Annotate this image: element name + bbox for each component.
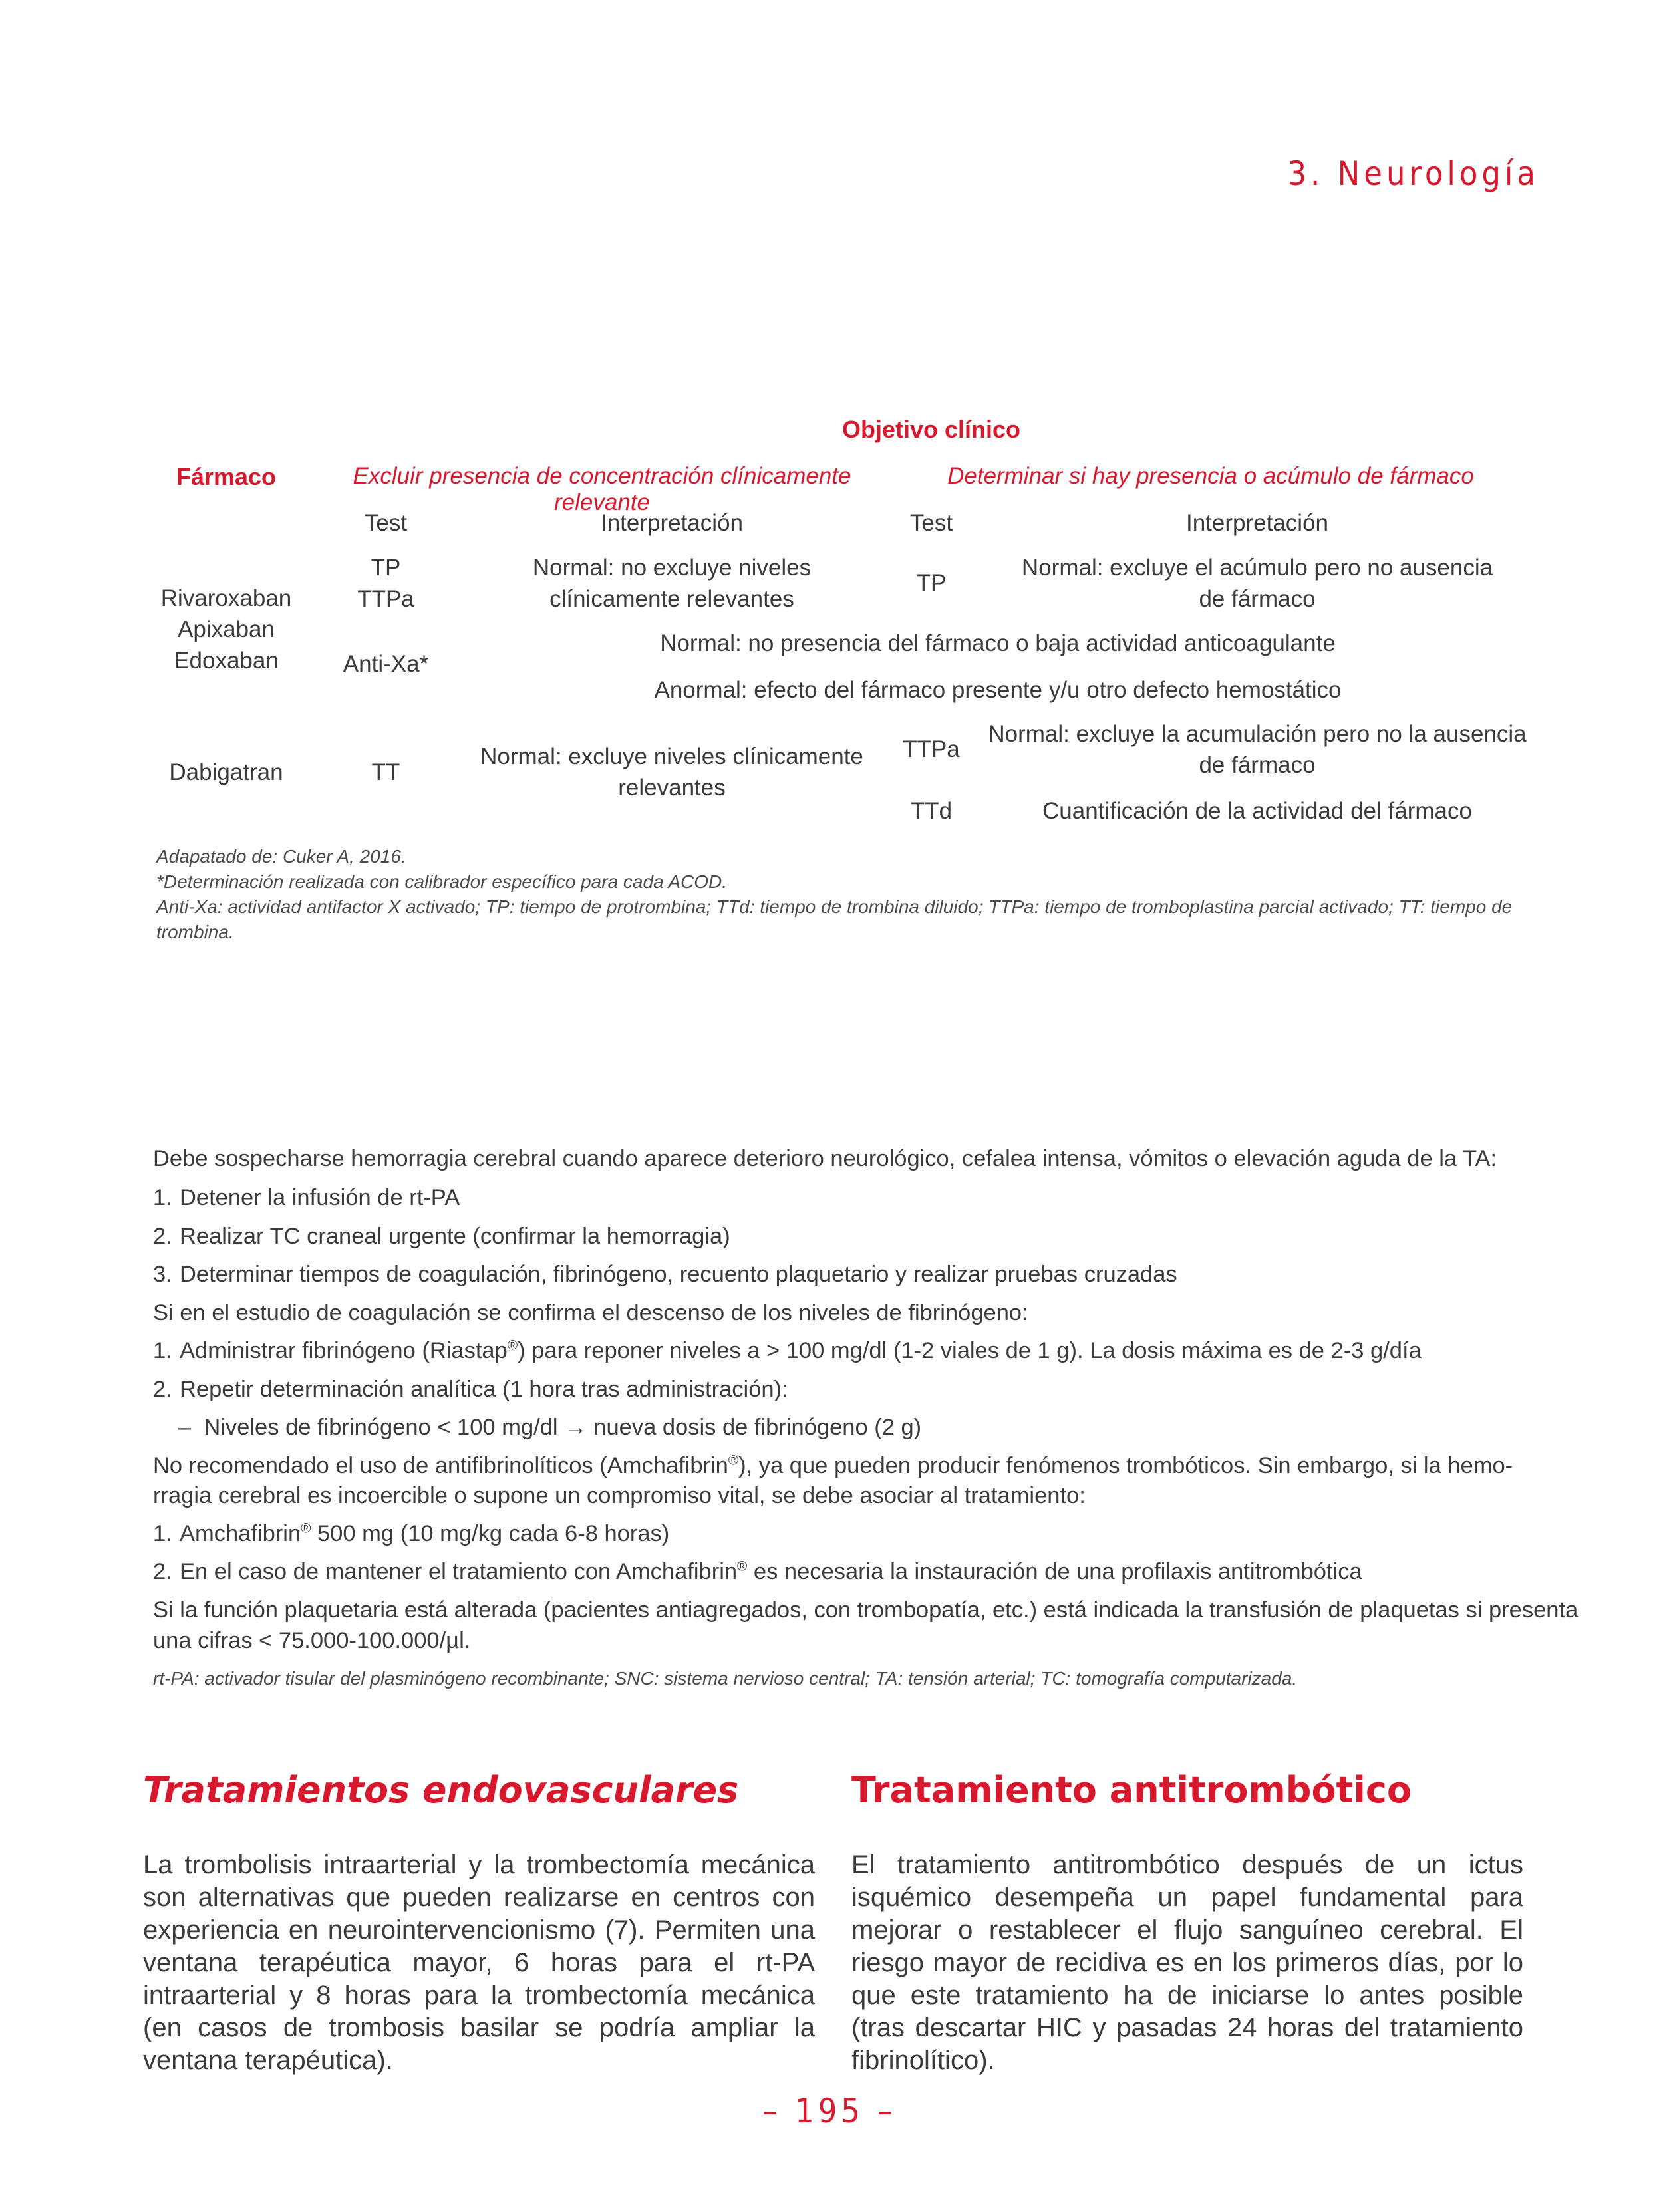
protocol-intro: Debe sospecharse hemorragia cerebral cuando aparece deterioro neurológico, cefalea intensa, vómitos o elevación aguda de la TA:	[153, 1146, 1497, 1171]
test-name: TTPa	[357, 586, 414, 612]
list-item: 2. En el caso de mantener el tratamiento con Amchafibrin® es necesaria la instauración de una profilaxis antitrombótica	[153, 1558, 1362, 1584]
table-note-abbrev: Anti-Xa: actividad antifactor X activado; TP: tiempo de protrombina; TTd: tiempo de trombina diluido; TTPa: tiempo de tromboplastina parcial activado; TT: tiempo de	[156, 897, 1513, 917]
interp-line: clínicamente relevantes	[549, 586, 794, 612]
test-name: TP	[371, 555, 401, 581]
table-cell-test	[319, 552, 452, 615]
interp-line: relevantes	[618, 775, 726, 801]
drug-name: Apixaban	[178, 617, 275, 642]
chapter-header: 3. Neurología	[1287, 154, 1539, 193]
table-subheader-interp-2: Interpretación	[1185, 510, 1329, 536]
drug-name: Edoxaban	[174, 648, 279, 674]
list-item: 2. Repetir determinación analítica (1 hora tras administración):	[153, 1377, 788, 1402]
table-note-asterisk: *Determinación realizada con calibrador específico para cada ACOD.	[156, 871, 728, 892]
table-note-source: Adapatado de: Cuker A, 2016.	[156, 846, 406, 867]
table-cell-interp: Cuantificación de la actividad del fármaco	[1042, 798, 1472, 824]
table-cell-interp	[998, 552, 1517, 615]
page-number: – 195 –	[762, 2092, 897, 2130]
table-group-exclude: Excluir presencia de concentración clínicamente relevante	[353, 463, 851, 515]
section-text-endovascular: La trombolisis intraarterial y la trombectomía mecánica son alternativas que pueden realizarse en centros con experiencia en neurointervencionismo (7). Permiten una ventana terapéutica mayor, 6 horas para el rt-PA intraarterial y 8 horas para la trombectomía mecánica (en casos de trombosis basilar se podría ampliar la ventana terapéutica).	[143, 1850, 815, 2075]
table-group-determine: Determinar si hay presencia o acúmulo de fármaco	[947, 463, 1474, 489]
antifibrinolytic-note-cont: rragia cerebral es incoercible o supone un compromiso vital, se debe asociar al tratamiento:	[153, 1483, 1086, 1508]
interp-line: Normal: excluye niveles clínicamente	[480, 744, 863, 769]
interp-line: de fármaco	[1199, 586, 1316, 612]
table-cell-test: Anti-Xa*	[343, 651, 429, 677]
interp-line: Normal: excluye la acumulación pero no la ausencia	[988, 721, 1527, 747]
table-cell-test: TT	[371, 760, 400, 785]
interp-line: Normal: excluye el acúmulo pero no ausencia	[1021, 555, 1493, 581]
table-col-farmaco: Fármaco	[176, 463, 277, 490]
interp-line: de fármaco	[1199, 752, 1316, 778]
section-title-antithrombotic: Tratamiento antitrombótico	[851, 1769, 1412, 1811]
sub-list-item: – Niveles de fibrinógeno < 100 mg/dl → nueva dosis de fibrinógeno (2 g)	[178, 1415, 922, 1440]
table-cell-test: TTPa	[903, 736, 960, 762]
table-cell-interp-abnormal: Anormal: efecto del fármaco presente y/u otro defecto hemostático	[654, 677, 1342, 703]
interp-line: Normal: no excluye niveles	[532, 555, 812, 581]
table-cell-interp-normal: Normal: no presencia del fármaco o baja actividad anticoagulante	[660, 630, 1336, 656]
table-cell-interp	[984, 718, 1530, 781]
arrow-icon: →	[564, 1415, 587, 1440]
section-text-antithrombotic: El tratamiento antitrombótico después de un ictus isquémico desempeña un papel fundamental para mejorar o restablecer el flujo sanguíneo cerebral. El riesgo mayor de recidiva es en los primeros días, por lo que este tratamiento ha de iniciarse lo antes posible (tras descartar HIC y pasadas 24 horas del tratamiento fibrinolítico).	[851, 1850, 1523, 2075]
table-cell-test: TTd	[910, 798, 953, 824]
fibrinogen-intro: Si en el estudio de coagulación se confirma el descenso de los niveles de fibrinógeno:	[153, 1300, 1028, 1325]
platelet-note-cont: una cifras < 75.000-100.000/µl.	[153, 1628, 471, 1653]
drug-name: Rivaroxaban	[160, 585, 292, 611]
protocol-abbreviations: rt-PA: activador tisular del plasminógeno recombinante; SNC: sistema nervioso central; TA: tensión arterial; TC: tomografía computarizada.	[153, 1668, 1298, 1689]
table-cell-interp	[479, 552, 865, 615]
table-drug-cell	[146, 583, 306, 676]
table-super-header: Objetivo clínico	[841, 416, 1021, 443]
list-item: 1. Detener la infusión de rt-PA	[153, 1185, 460, 1210]
table-subheader-test-1: Test	[364, 510, 408, 536]
platelet-note: Si la función plaquetaria está alterada (pacientes antiagregados, con trombopatía, etc.) está indicada la transfusión de plaquetas si presenta	[153, 1597, 1579, 1623]
section-title-endovascular: Tratamientos endovasculares	[143, 1769, 739, 1811]
list-item: 2. Realizar TC craneal urgente (confirmar la hemorragia)	[153, 1224, 730, 1249]
table-cell-test: TP	[916, 570, 947, 596]
table-cell-interp	[479, 741, 865, 803]
list-item: 3. Determinar tiempos de coagulación, fibrinógeno, recuento plaquetario y realizar pruebas cruzadas	[153, 1262, 1177, 1287]
list-item: 1. Amchafibrin® 500 mg (10 mg/kg cada 6-8 horas)	[153, 1520, 670, 1546]
list-item: 1. Administrar fibrinógeno (Riastap®) para reponer niveles a > 100 mg/dl (1-2 viales de 1 g). La dosis máxima es de 2-3 g/día	[153, 1337, 1422, 1363]
antifibrinolytic-note: No recomendado el uso de antifibrinolíticos (Amchafibrin®), ya que pueden producir fenómenos trombóticos. Sin embargo, si la hemo-	[153, 1452, 1513, 1478]
table-drug-cell: Dabigatran	[169, 760, 283, 785]
table-subheader-interp-1: Interpretación	[600, 510, 744, 536]
table-subheader-test-2: Test	[909, 510, 953, 536]
table-note-abbrev-cont: trombina.	[156, 922, 234, 942]
